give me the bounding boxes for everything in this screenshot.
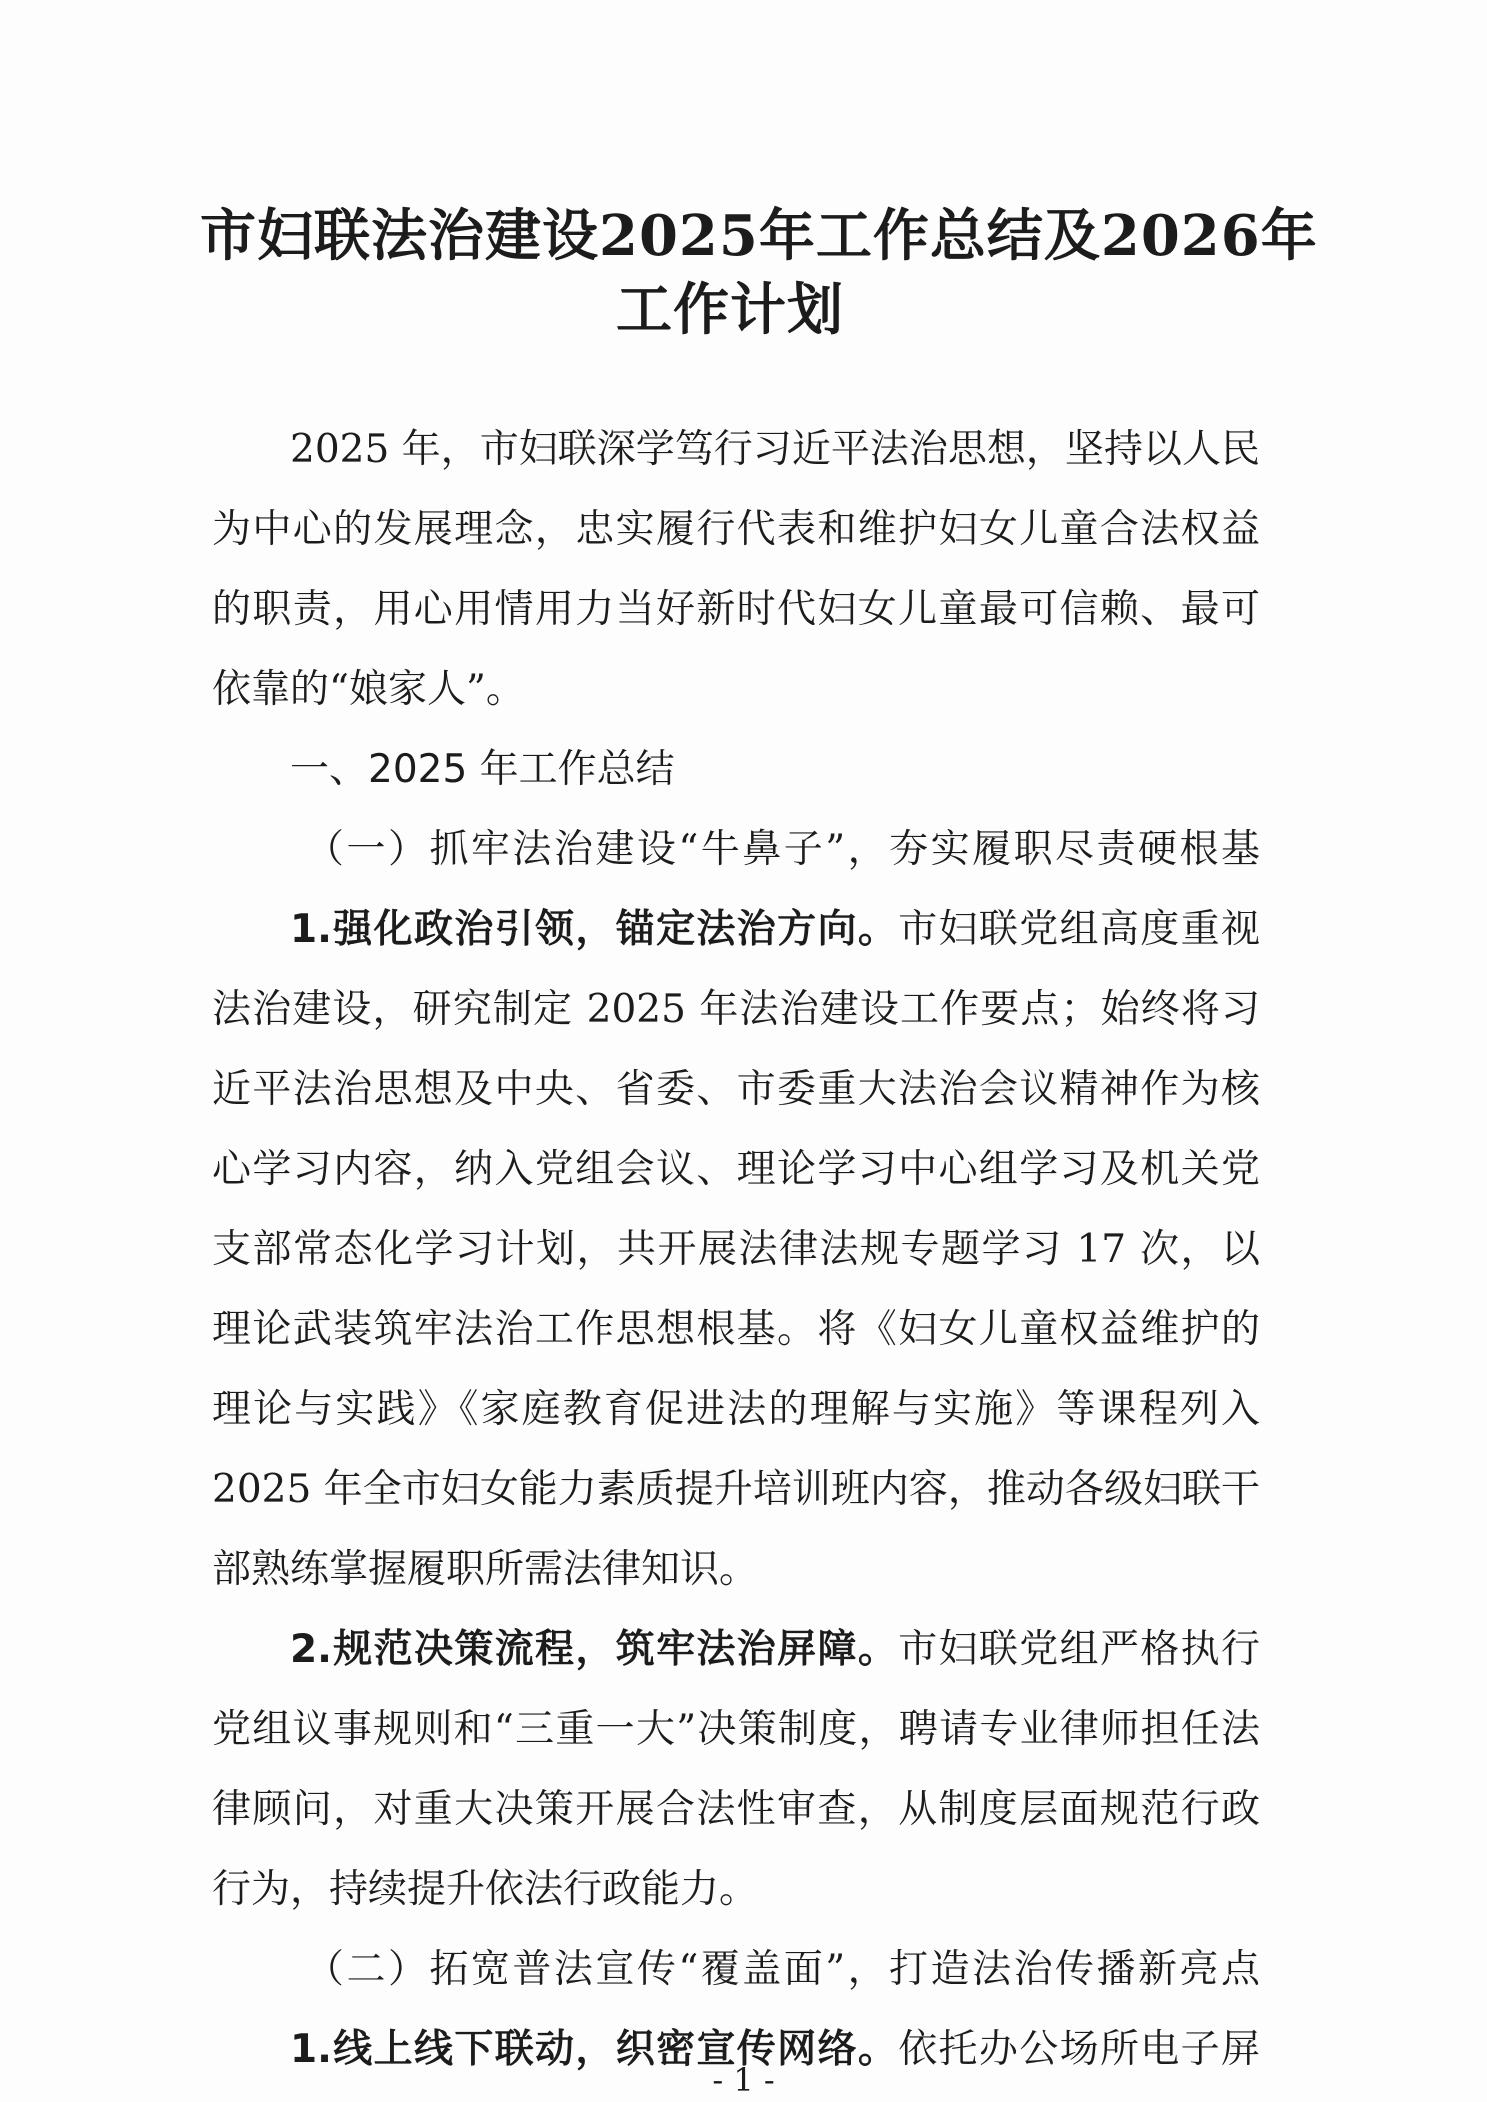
subsection-heading: （一）抓牢法治建设“牛鼻子”，夯实履职尽责硬根基 [305, 827, 1260, 872]
intro-line: 的职责，用心用情用力当好新时代妇女儿童最可信赖、最可 [212, 587, 1260, 632]
item-first-line [290, 902, 1260, 958]
item-first-line [290, 1622, 1260, 1678]
subsection-heading: （二）拓宽普法宣传“覆盖面”，打造法治传播新亮点 [305, 1947, 1260, 1992]
item-text: 市妇联党组高度重视 [898, 907, 1260, 952]
paragraph-line: 行为，持续提升依法行政能力。 [212, 1867, 759, 1912]
item-text: 市妇联党组严格执行 [898, 1627, 1260, 1672]
paragraph-line: 部熟练掌握履职所需法律知识。 [212, 1547, 759, 1592]
paragraph-line: 支部常态化学习计划，共开展法律法规专题学习 17 次，以 [212, 1227, 1260, 1272]
paragraph-line: 理论与实践》《家庭教育促进法的理解与实施》等课程列入 [212, 1387, 1260, 1432]
paragraph-line: 心学习内容，纳入党组会议、理论学习中心组学习及机关党 [212, 1147, 1260, 1192]
item-text: 依托办公场所电子屏 [898, 2027, 1260, 2072]
intro-line: 为中心的发展理念，忠实履行代表和维护妇女儿童合法权益 [212, 507, 1260, 552]
paragraph-line: 律顾问，对重大决策开展合法性审查，从制度层面规范行政 [212, 1787, 1260, 1832]
paragraph-line: 法治建设，研究制定 2025 年法治建设工作要点；始终将习 [212, 987, 1260, 1032]
section-heading: 一、2025 年工作总结 [290, 747, 675, 792]
item-lead-text: 2.规范决策流程，筑牢法治屏障。 [290, 1627, 899, 1672]
item-lead-text: 1.强化政治引领，锚定法治方向。 [290, 907, 899, 952]
document-title-line-2: 工作计划 [616, 277, 844, 343]
page-number: - 1 - [712, 2061, 775, 2099]
paragraph-line: 党组议事规则和“三重一大”决策制度，聘请专业律师担任法 [212, 1707, 1260, 1752]
intro-line: 2025 年，市妇联深学笃行习近平法治思想，坚持以人民 [290, 427, 1260, 472]
document-title-line-1: 市妇联法治建设2025年工作总结及2026年 [200, 203, 1318, 269]
item-lead-text: 1.线上线下联动，织密宣传网络。 [290, 2027, 899, 2072]
intro-line: 依靠的“娘家人”。 [212, 667, 525, 712]
paragraph-line: 近平法治思想及中央、省委、市委重大法治会议精神作为核 [212, 1067, 1260, 1112]
paragraph-line: 理论武装筑牢法治工作思想根基。将《妇女儿童权益维护的 [212, 1307, 1260, 1352]
paragraph-line: 2025 年全市妇女能力素质提升培训班内容，推动各级妇联干 [212, 1467, 1260, 1512]
